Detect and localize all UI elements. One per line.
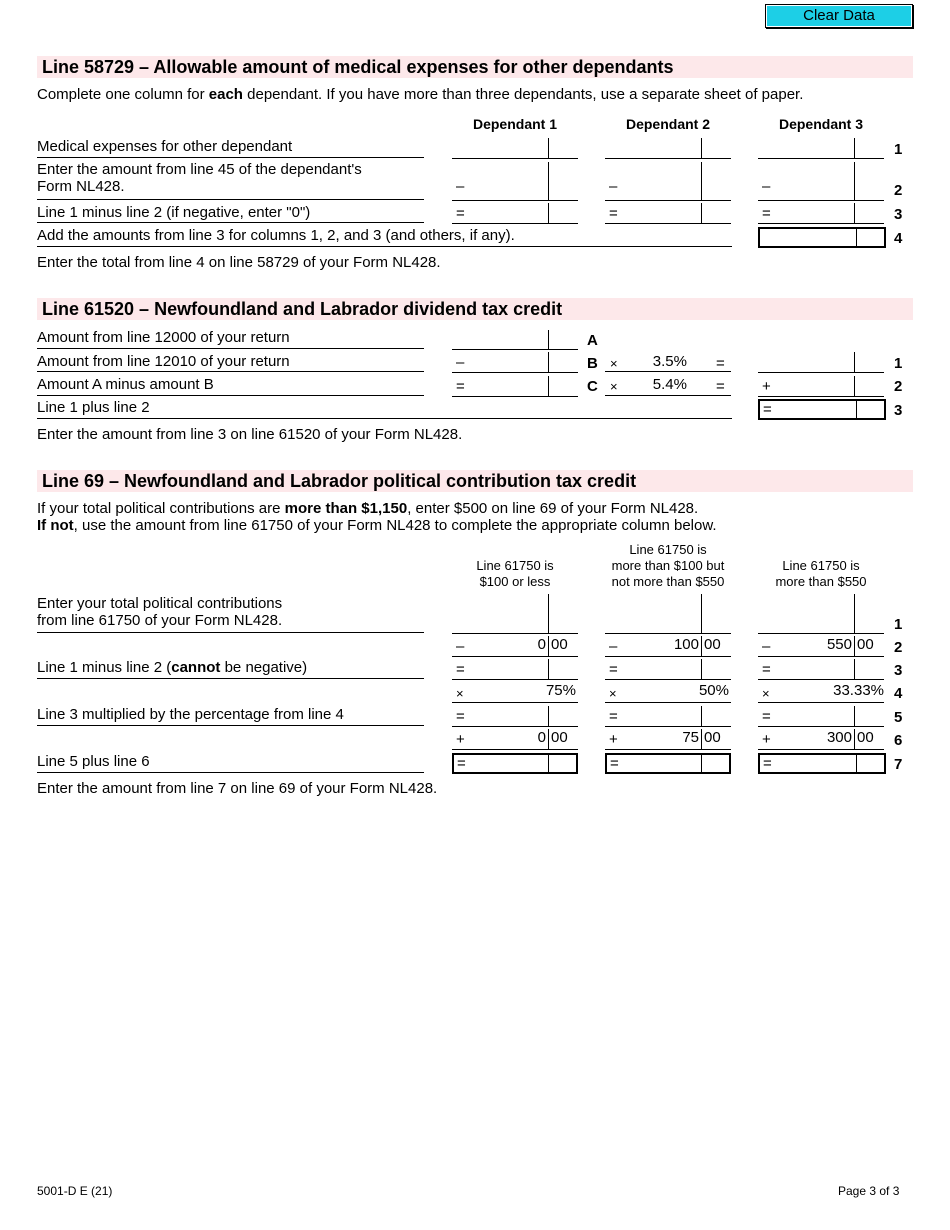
line-number: 4 <box>894 685 903 702</box>
contributions-col3-field[interactable] <box>758 594 884 634</box>
row-label: Medical expenses for other dependant <box>37 138 293 155</box>
section-title-58729: Line 58729 – Allowable amount of medical expenses for other dependants <box>37 56 913 78</box>
row-label: Line 3 multiplied by the percentage from line 4 <box>37 706 344 723</box>
form-id: 5001-D E (21) <box>37 1184 113 1198</box>
line2-col2-value: – 100 00 <box>605 636 731 657</box>
medical-expenses-dependant-2-field[interactable] <box>605 138 731 159</box>
line-number: 3 <box>894 402 903 419</box>
dividend-line3-total-field[interactable]: = <box>758 399 886 420</box>
line7-col2-field[interactable]: = <box>605 753 731 774</box>
line4-col3-rate: × 33.33% <box>758 682 884 703</box>
divider <box>37 157 424 158</box>
row-label: Enter the amount from line 45 of the dependant's <box>37 161 362 178</box>
label-c: C <box>587 378 598 395</box>
line2-col1-value: – 0 00 <box>452 636 578 657</box>
divider <box>37 222 424 223</box>
line6-col3-value: + 300 00 <box>758 729 884 750</box>
line-number: 4 <box>894 230 903 247</box>
divider <box>37 678 424 679</box>
times-sign: × <box>610 379 618 394</box>
row-label: Amount from line 12010 of your return <box>37 353 290 370</box>
line5-col1-field[interactable]: = <box>452 706 578 727</box>
line45-dependant-1-field[interactable]: – <box>452 162 578 201</box>
section-footer: Enter the amount from line 7 on line 69 of your Form NL428. <box>37 780 438 797</box>
column-header-dependant-2: Dependant 2 <box>625 116 710 132</box>
divider <box>37 418 732 419</box>
section-title-line-69: Line 69 – Newfoundland and Labrador political contribution tax credit <box>37 470 913 492</box>
amount-c-field[interactable]: = <box>452 376 578 397</box>
rate-c: 5.4% <box>652 376 687 393</box>
row-label: Add the amounts from line 3 for columns 1, 2, and 3 (and others, if any). <box>37 227 515 244</box>
equals-sign: = <box>716 355 725 372</box>
row-label: Amount from line 12000 of your return <box>37 329 290 346</box>
divider <box>37 395 424 396</box>
total-line4-field[interactable] <box>758 227 886 248</box>
medical-expenses-dependant-3-field[interactable] <box>758 138 884 159</box>
rate-b: 3.5% <box>652 353 687 370</box>
line3-dependant-2-field[interactable]: = <box>605 203 731 224</box>
divider <box>37 725 424 726</box>
dividend-line1-field[interactable] <box>758 352 884 373</box>
divider <box>605 371 731 372</box>
times-sign: × <box>610 356 618 371</box>
line-number: 3 <box>894 662 903 679</box>
line3-dependant-1-field[interactable]: = <box>452 203 578 224</box>
line7-col3-field[interactable]: = <box>758 753 886 774</box>
section-title-61520: Line 61520 – Newfoundland and Labrador dividend tax credit <box>37 298 913 320</box>
section-intro: If not, use the amount from line 61750 of your Form NL428 to complete the appropriate column below. <box>37 517 717 534</box>
row-label: Line 1 minus line 2 (cannot be negative) <box>37 659 308 676</box>
line4-col2-rate: × 50% <box>605 682 731 703</box>
line-number: 2 <box>894 182 903 199</box>
divider <box>37 348 424 349</box>
line2-col3-value: – 550 00 <box>758 636 884 657</box>
section-footer: Enter the amount from line 3 on line 61520 of your Form NL428. <box>37 426 463 443</box>
line3-col1-field[interactable]: = <box>452 659 578 680</box>
row-label: Amount A minus amount B <box>37 376 214 393</box>
line6-col1-value: + 0 00 <box>452 729 578 750</box>
row-label: Form NL428. <box>37 178 125 195</box>
divider <box>37 199 424 200</box>
column-header-more-than-550: Line 61750 is more than $550 <box>775 558 867 589</box>
divider <box>37 371 424 372</box>
line6-col2-value: + 75 00 <box>605 729 731 750</box>
divider <box>605 395 731 396</box>
line-number: 7 <box>894 756 903 773</box>
line-number: 6 <box>894 732 903 749</box>
divider <box>37 246 732 247</box>
line-number: 3 <box>894 206 903 223</box>
amount-b-field[interactable]: – <box>452 352 578 373</box>
line-number: 1 <box>894 141 903 158</box>
contributions-col2-field[interactable] <box>605 594 731 634</box>
medical-expenses-dependant-1-field[interactable] <box>452 138 578 159</box>
divider <box>37 772 424 773</box>
row-label: Line 1 plus line 2 <box>37 399 150 416</box>
line-number: 2 <box>894 639 903 656</box>
line45-dependant-3-field[interactable]: – <box>758 162 884 201</box>
line-number: 2 <box>894 378 903 395</box>
line5-col2-field[interactable]: = <box>605 706 731 727</box>
amount-a-field[interactable] <box>452 330 578 350</box>
column-header-100-to-550: Line 61750 is more than $100 but not more than $550 <box>611 542 725 589</box>
row-label: Line 5 plus line 6 <box>37 753 150 770</box>
line-number: 5 <box>894 709 903 726</box>
equals-sign: = <box>716 378 725 395</box>
line3-dependant-3-field[interactable]: = <box>758 203 884 224</box>
line5-col3-field[interactable]: = <box>758 706 884 727</box>
clear-data-button[interactable]: Clear Data <box>765 4 913 28</box>
line3-col2-field[interactable]: = <box>605 659 731 680</box>
divider <box>37 632 424 633</box>
row-label: Line 1 minus line 2 (if negative, enter "0") <box>37 204 311 221</box>
line-number: 1 <box>894 616 903 633</box>
dividend-line2-field[interactable]: + <box>758 376 884 397</box>
row-label: from line 61750 of your Form NL428. <box>37 612 283 629</box>
label-b: B <box>587 355 598 372</box>
line7-col1-field[interactable]: = <box>452 753 578 774</box>
column-header-dependant-1: Dependant 1 <box>472 116 557 132</box>
row-label: Enter your total political contributions <box>37 595 283 612</box>
column-header-100-or-less: Line 61750 is $100 or less <box>476 558 554 589</box>
label-a: A <box>587 332 598 349</box>
section-intro: Complete one column for each dependant. If you have more than three dependants, use a separate sheet of paper. <box>37 86 804 103</box>
contributions-col1-field[interactable] <box>452 594 578 634</box>
line45-dependant-2-field[interactable]: – <box>605 162 731 201</box>
page-number: Page 3 of 3 <box>838 1184 900 1198</box>
line3-col3-field[interactable]: = <box>758 659 884 680</box>
line-number: 1 <box>894 355 903 372</box>
column-header-dependant-3: Dependant 3 <box>778 116 863 132</box>
line4-col1-rate: × 75% <box>452 682 578 703</box>
section-intro: If your total political contributions are more than $1,150, enter $500 on line 69 of your Form NL428. <box>37 500 699 517</box>
section-footer: Enter the total from line 4 on line 58729 of your Form NL428. <box>37 254 441 271</box>
